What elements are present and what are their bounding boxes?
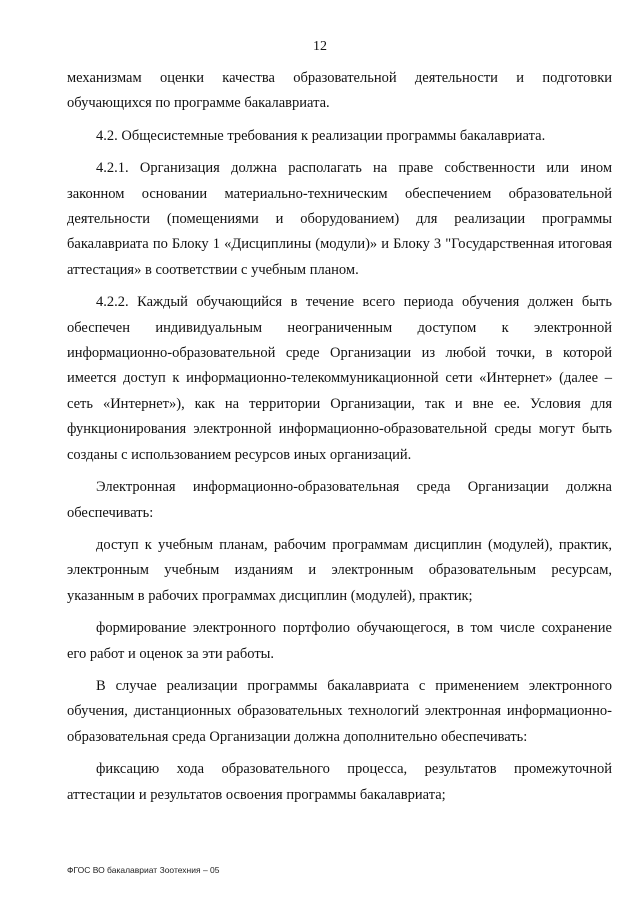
- page-number: 12: [313, 39, 327, 54]
- body-text: [67, 66, 612, 815]
- paragraph-portfolio: формирование электронного портфолио обучающегося, в том числе сохранение его работ и оценок за эти работы.: [67, 620, 612, 662]
- paragraph-section-4-2-1: 4.2.1. Организация должна располагать на праве собственности или ином законном основании материально-техническим обеспечением образовательной деятельности (помещениями и оборудованием) для реализации программы бакалавриата по Блоку 1 «Дисциплины (модули)» и Блоку 3 "Государственная итоговая аттестация» в соответствии с учебным планом.: [67, 160, 612, 278]
- paragraph-continuation: механизмам оценки качества образовательной деятельности и подготовки обучающихся по программе бакалавриата.: [67, 70, 612, 112]
- paragraph-access-plans: доступ к учебным планам, рабочим программам дисциплин (модулей), практик, электронным учебным изданиям и электронным образовательным ресурсам, указанным в рабочих программах дисциплин (модулей), практик;: [67, 536, 612, 604]
- paragraph-recording: фиксацию хода образовательного процесса, результатов промежуточной аттестации и результатов освоения программы бакалавриата;: [67, 761, 612, 803]
- page-footer: ФГОС ВО бакалавриат Зоотехния – 05: [67, 865, 220, 875]
- paragraph-e-learning: В случае реализации программы бакалавриата с применением электронного обучения, дистанционных образовательных технологий электронная информационно-образовательная среда Организации должна дополнительно обеспечивать:: [67, 677, 612, 745]
- paragraph-section-4-2-2: 4.2.2. Каждый обучающийся в течение всего периода обучения должен быть обеспечен индивидуальным неограниченным доступом к электронной информационно-образовательной среде Организации из любой точки, в которой имеется доступ к информационно-телекоммуникационной сети «Интернет» (далее – сеть «Интернет»), как на территории Организации, так и вне ее. Условия для функционирования электронной информационно-образовательной среды могут быть созданы с использованием ресурсов иных организаций.: [67, 294, 612, 463]
- paragraph-section-4-2: 4.2. Общесистемные требования к реализации программы бакалавриата.: [96, 127, 546, 144]
- paragraph-eios-intro: Электронная информационно-образовательная среда Организации должна обеспечивать:: [67, 479, 612, 521]
